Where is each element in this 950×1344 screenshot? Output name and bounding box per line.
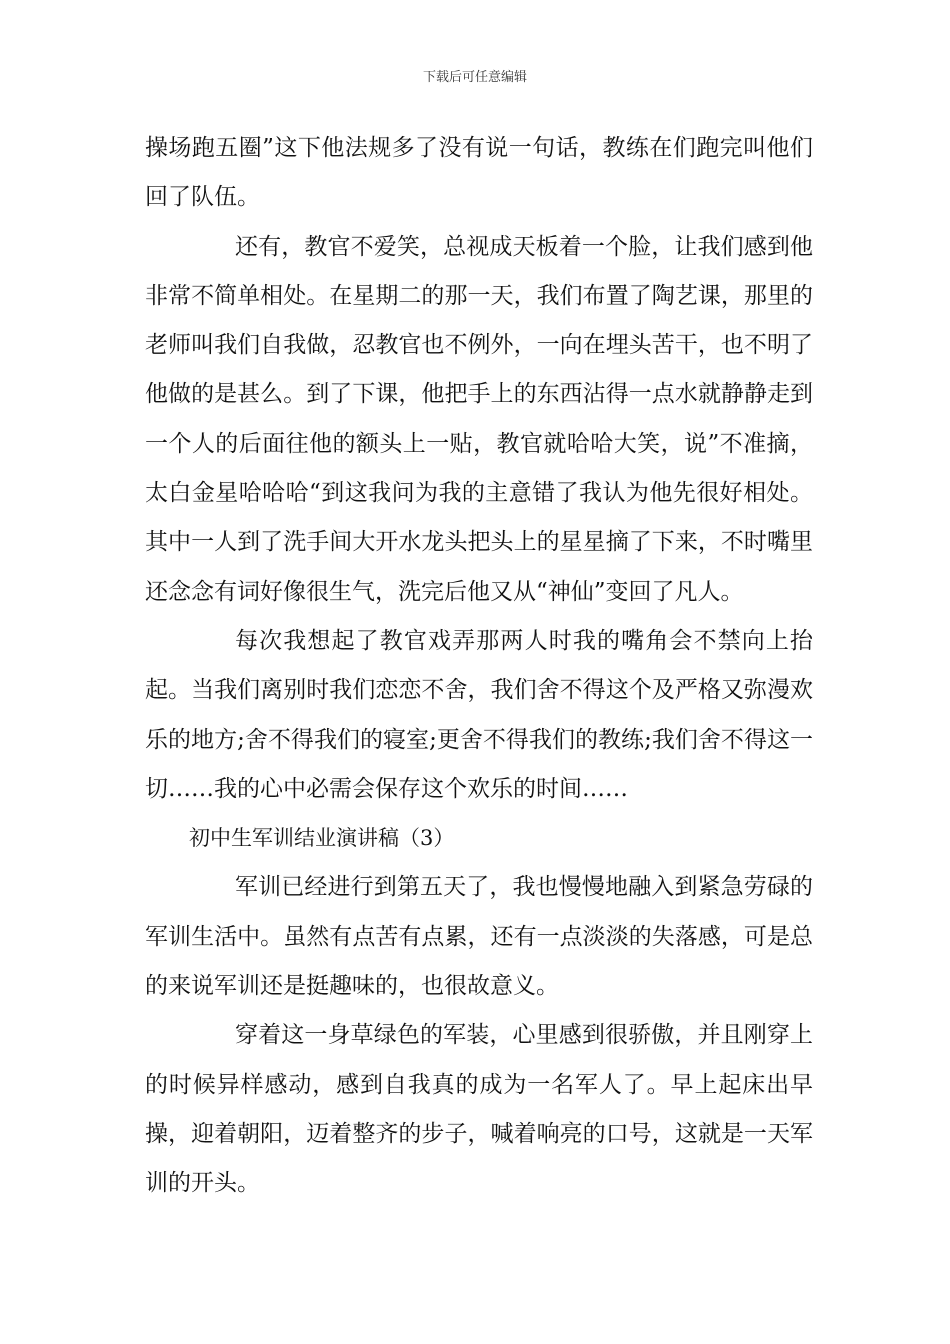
paragraph-5: 穿着这一身草绿色的军装，心里感到很骄傲，并且刚穿上的时候异样感动，感到自我真的成为一名军人了。早上起床出早操，迎着朝阳，迈着整齐的步子，喊着响亮的口号，这就是一天军训的开头。 bbox=[145, 1022, 813, 1197]
document-body bbox=[145, 124, 813, 1209]
section-heading: 初中生军训结业演讲稿（3） bbox=[189, 826, 455, 851]
paragraph-3: 每次我想起了教官戏弄那两人时我的嘴角会不禁向上抬起。当我们离别时我们恋恋不舍，我们舍不得这个及严格又弥漫欢乐的地方;舍不得我们的寝室;更舍不得我们的教练;我们舍不得这一切……我的心中必需会保存这个欢乐的时间…… bbox=[145, 627, 813, 802]
paragraph-1: 操场跑五圈”这下他法规多了没有说一句话，教练在们跑完叫他们回了队伍。 bbox=[145, 135, 813, 211]
paragraph-2: 还有，教官不爱笑，总视成天板着一个脸，让我们感到他非常不简单相处。在星期二的那一天，我们布置了陶艺课，那里的老师叫我们自我做，忍教官也不例外，一向在埋头苦干，也不明了他做的是甚么。到了下课，他把手上的东西沾得一点水就静静走到一个人的后面往他的额头上一贴，教官就哈哈大笑，说”不准摘，太白金星哈哈哈“到这我问为我的主意错了我认为他先很好相处。其中一人到了洗手间大开水龙头把头上的星星摘了下来，不时嘴里还念念有词好像很生气，洗完后他又从“神仙”变回了凡人。 bbox=[145, 233, 813, 605]
paragraph-4: 军训已经进行到第五天了，我也慢慢地融入到紧急劳碌的军训生活中。虽然有点苦有点累，还有一点淡淡的失落感，可是总的来说军训还是挺趣味的，也很故意义。 bbox=[145, 874, 813, 1000]
page-header: 下载后可任意编辑 bbox=[422, 70, 527, 85]
